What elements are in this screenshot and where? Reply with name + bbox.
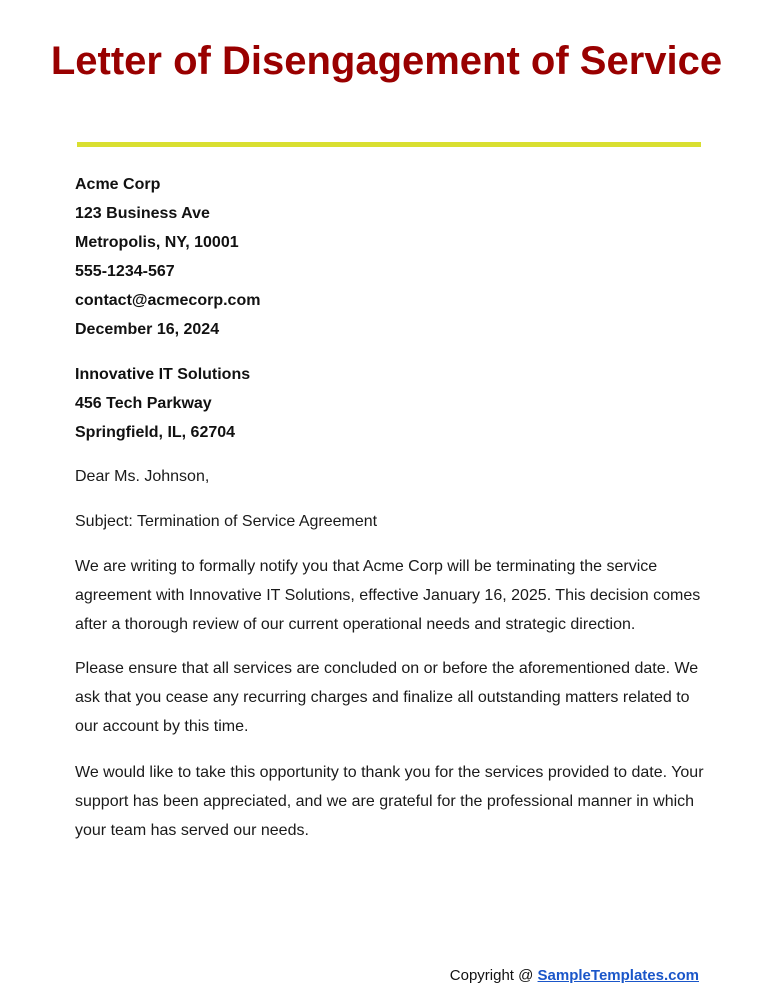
copyright-label: Copyright @ xyxy=(449,967,534,984)
body-paragraph-2: Please ensure that all services are concluded on or before the aforementioned date. We ask that you cease any recurring charges and finalize all outstanding matters related to our account by this time. xyxy=(75,660,699,735)
letter-title: Letter of Disengagement of Service xyxy=(50,39,723,83)
sender-company: Acme Corp xyxy=(75,176,161,193)
sender-street: 123 Business Ave xyxy=(75,205,210,222)
recipient-company: Innovative IT Solutions xyxy=(75,366,251,383)
body-paragraph-1: We are writing to formally notify you that Acme Corp will be terminating the service agreement with Innovative IT Solutions, effective January 16, 2025. This decision comes after a thorough review of our current operational needs and strategic direction. xyxy=(75,558,701,633)
sampletemplates-link[interactable]: SampleTemplates.com xyxy=(537,967,699,984)
recipient-city-state-zip: Springfield, IL, 62704 xyxy=(75,424,236,441)
letter-date: December 16, 2024 xyxy=(75,321,220,338)
recipient-address-block xyxy=(75,360,705,447)
sender-address-block xyxy=(75,170,705,344)
body-paragraph-3: We would like to take this opportunity to thank you for the services provided to date. Your support has been appreciated, and we are grateful for the professional manner in which your team has served our needs. xyxy=(75,764,704,839)
sender-phone: 555-1234-567 xyxy=(75,263,175,280)
subject-line: Subject: Termination of Service Agreement xyxy=(75,513,378,530)
sender-email: contact@acmecorp.com xyxy=(75,292,261,309)
title-divider xyxy=(77,142,701,147)
sender-city-state-zip: Metropolis, NY, 10001 xyxy=(75,234,239,251)
salutation: Dear Ms. Johnson, xyxy=(75,468,210,485)
copyright-footer xyxy=(450,966,699,986)
recipient-street: 456 Tech Parkway xyxy=(75,395,212,412)
